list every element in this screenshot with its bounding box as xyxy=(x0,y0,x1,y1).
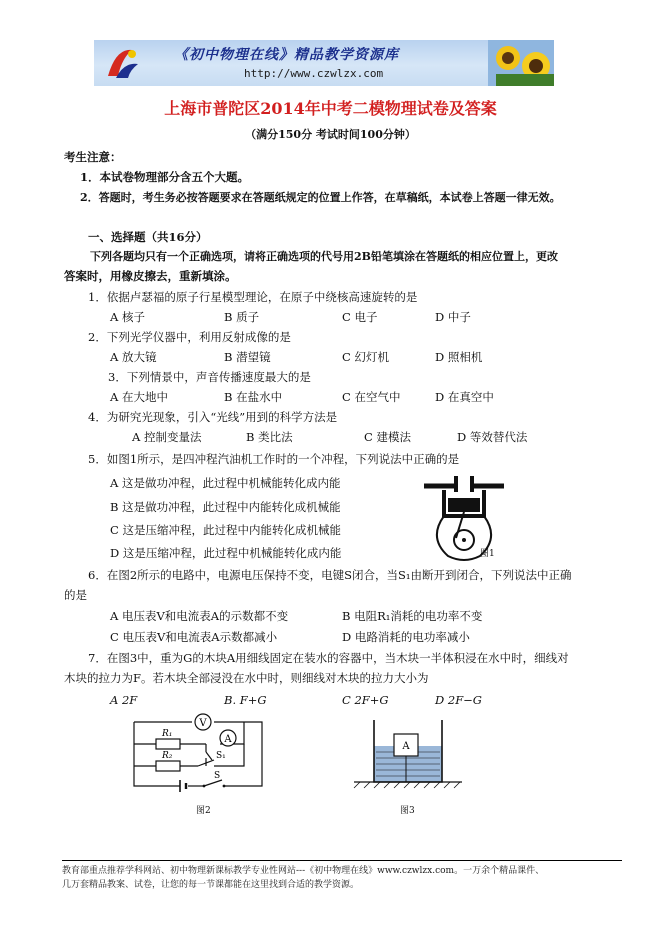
figure-3-caption: 图3 xyxy=(400,806,415,816)
option-d: D 等效替代法 xyxy=(457,430,528,444)
option-a: A 控制变量法 xyxy=(132,430,202,444)
question-stem: 6．在图2所示的电路中，电源电压保持不变，电键S闭合，当S₁由断开到闭合，下列说法中正确 xyxy=(88,568,572,582)
resistor-r2-icon xyxy=(156,761,180,771)
option-a: A 电压表V和电流表A的示数都不变 xyxy=(110,609,289,623)
sunflower-image xyxy=(488,40,554,86)
option-a: A 2F xyxy=(110,693,138,707)
option-c: C 在空气中 xyxy=(342,390,401,404)
notice-item: 1．本试卷物理部分含五个大题。 xyxy=(80,170,249,184)
question-stem: 5．如图1所示，是四冲程汽油机工作时的一个冲程，下列说法中正确的是 xyxy=(88,452,460,466)
option-d: D 在真空中 xyxy=(435,390,494,404)
option-a: A 放大镜 xyxy=(110,350,157,364)
option-d: D 这是压缩冲程，此过程中机械能转化成内能 xyxy=(110,546,342,560)
question-stem: 4．为研究光现象，引入“光线”用到的科学方法是 xyxy=(88,410,338,424)
figure-1-engine xyxy=(418,472,510,564)
question-stem: 7．在图3中，重为G的木块A用细线固定在装水的容器中，当木块一半体积浸在水中时，细线对 xyxy=(88,651,569,665)
section-intro: 答案时，用橡皮擦去，重新填涂。 xyxy=(64,269,237,283)
notice-heading: 考生注意： xyxy=(64,150,122,164)
section-intro: 下列各题均只有一个正确选项，请将正确选项的代号用2B铅笔填涂在答题纸的相应位置上，更改 xyxy=(90,250,558,263)
option-c: C 电压表V和电流表A示数都减小 xyxy=(110,630,278,644)
ammeter-label: A xyxy=(224,734,232,745)
exam-title: 上海市普陀区2014年中考二模物理试卷及答案 xyxy=(164,99,497,118)
block-label: A xyxy=(402,741,410,752)
voltmeter-label: V xyxy=(199,718,207,729)
question-stem: 木块的拉力为F。若木块全部浸没在水中时，则细线对木块的拉力大小为 xyxy=(64,671,429,685)
page-footer xyxy=(62,864,622,892)
figure-2-caption: 图2 xyxy=(196,806,211,816)
option-b: B 类比法 xyxy=(246,430,293,444)
banner-title: 《初中物理在线》精品教学资源库 xyxy=(174,47,399,63)
s-label: S xyxy=(214,771,221,781)
section-heading: 一、选择题（共16分） xyxy=(88,230,208,244)
option-b: B. F+G xyxy=(224,693,267,707)
option-a: A 在大地中 xyxy=(110,390,168,404)
option-c: C 建模法 xyxy=(364,430,411,444)
option-d: D 2F−G xyxy=(435,693,482,707)
option-d: D 照相机 xyxy=(435,350,483,364)
option-b: B 电阻R₁消耗的电功率不变 xyxy=(342,609,483,623)
figure-3-container xyxy=(350,716,466,792)
option-b: B 质子 xyxy=(224,310,260,324)
figure-2-circuit xyxy=(128,708,268,804)
footer-line: 几万套精品教案、试卷，让您的每一节课都能在这里找到合适的教学资源。 xyxy=(62,880,360,890)
s1-label: S₁ xyxy=(216,751,226,761)
site-logo-icon xyxy=(102,44,142,82)
r1-label: R₁ xyxy=(162,729,173,739)
option-c: C 这是压缩冲程，此过程中内能转化成机械能 xyxy=(110,523,341,537)
option-c: C 幻灯机 xyxy=(342,350,389,364)
footer-divider xyxy=(62,860,622,861)
switch-s1-icon xyxy=(206,752,212,760)
option-b: B 潜望镜 xyxy=(224,350,271,364)
question-stem: 1．依据卢瑟福的原子行星模型理论，在原子中绕核高速旋转的是 xyxy=(88,290,418,304)
footer-line: 教育部重点推荐学科网站、初中物理新课标教学专业性网站---《初中物理在线》www.czwlzx.com。一万余个精品课件、 xyxy=(62,866,545,876)
header-banner xyxy=(94,40,554,86)
option-a: A 核子 xyxy=(110,310,145,324)
banner-url: http://www.czwlzx.com xyxy=(244,67,384,80)
figure-1-caption: 图1 xyxy=(480,549,495,559)
option-a: A 这是做功冲程，此过程中机械能转化成内能 xyxy=(110,476,341,490)
question-stem: 3．下列情景中，声音传播速度最大的是 xyxy=(108,370,311,384)
option-b: B 这是做功冲程，此过程中内能转化成机械能 xyxy=(110,500,341,514)
exam-subtitle: （满分150分 考试时间100分钟） xyxy=(245,128,416,141)
option-b: B 在盐水中 xyxy=(224,390,283,404)
question-stem: 2．下列光学仪器中，利用反射成像的是 xyxy=(88,330,291,344)
r2-label: R₂ xyxy=(162,751,173,761)
question-stem: 的是 xyxy=(64,588,87,602)
option-c: C 电子 xyxy=(342,310,378,324)
resistor-r1-icon xyxy=(156,739,180,749)
option-c: C 2F+G xyxy=(342,693,389,707)
option-d: D 电路消耗的电功率减小 xyxy=(342,630,470,644)
option-d: D 中子 xyxy=(435,310,471,324)
notice-item: 2．答题时，考生务必按答题要求在答题纸规定的位置上作答，在草稿纸，本试卷上答题一律无效。 xyxy=(80,191,561,204)
